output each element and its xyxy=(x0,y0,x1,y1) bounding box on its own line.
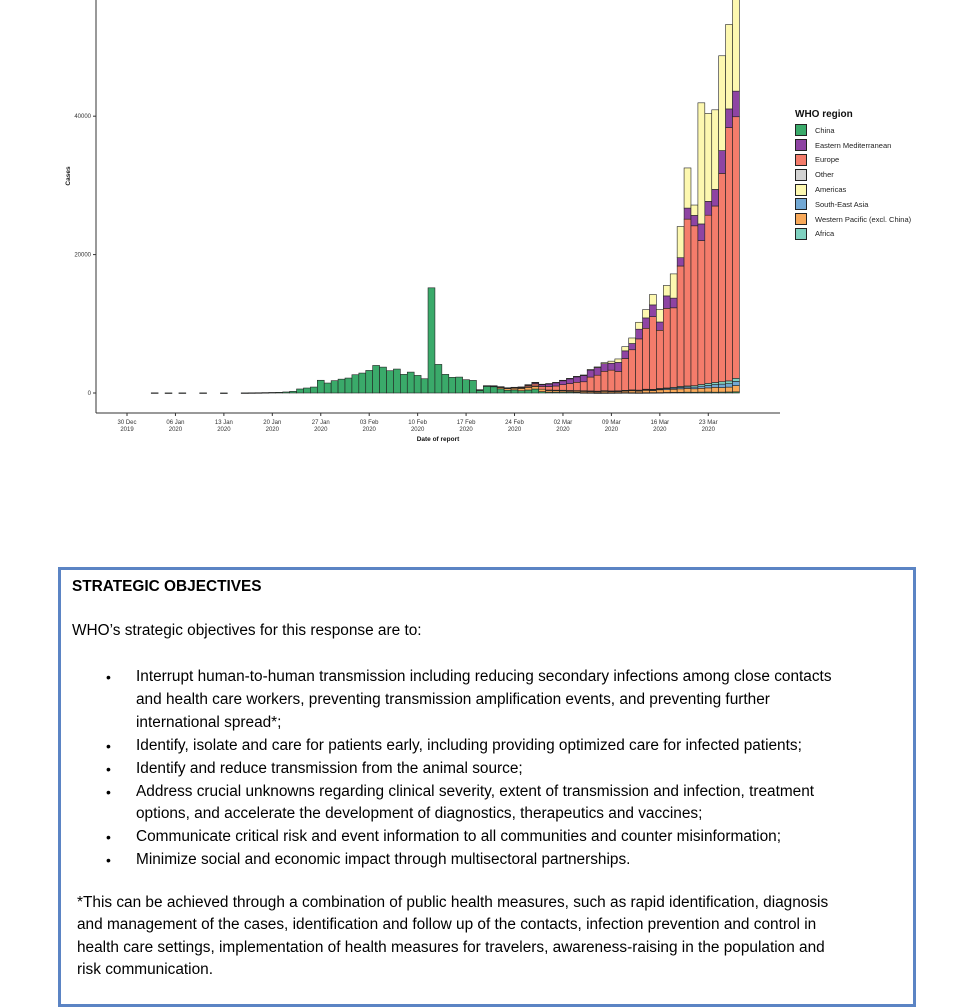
bar-segment-europe xyxy=(670,308,677,388)
bar-segment-europe xyxy=(656,330,663,388)
bar-segment-americas xyxy=(560,380,567,381)
x-tick-label: 2020 xyxy=(701,427,715,433)
x-tick-label: 2020 xyxy=(314,427,328,433)
bullet-icon: • xyxy=(106,829,111,846)
bar-segment-europe xyxy=(629,350,636,390)
bar-segment-china xyxy=(449,377,456,393)
bar-segment-europe xyxy=(608,370,615,391)
bar-segment-europe xyxy=(684,219,691,386)
bar-segment-china xyxy=(151,393,158,394)
bar-segment-china xyxy=(220,393,227,394)
bar-segment-china xyxy=(165,393,172,394)
bar-segment-china xyxy=(262,393,269,394)
bar-segment-china xyxy=(366,370,373,393)
bar-segment-china xyxy=(490,387,497,393)
x-tick-label: 23 Mar xyxy=(698,420,718,426)
bar-segment-americas xyxy=(698,103,705,224)
x-tick-label: 2020 xyxy=(362,427,376,433)
x-tick-label: 03 Feb xyxy=(359,420,379,426)
legend-item xyxy=(795,212,911,227)
y-tick-label: 40000 xyxy=(74,114,91,121)
bar-segment-americas xyxy=(705,113,712,201)
bar-segment-eastern-mediterranean xyxy=(698,224,705,241)
bar-segment-africa xyxy=(719,382,726,384)
x-tick-label: 10 Feb xyxy=(408,420,427,426)
x-tick-label: 27 Jan xyxy=(311,420,330,426)
bar-segment-americas xyxy=(684,168,691,208)
bar-segment-europe xyxy=(497,387,504,388)
box-title: STRATEGIC OBJECTIVES xyxy=(72,578,262,595)
bar-segment-eastern-mediterranean xyxy=(518,387,525,388)
bar-segment-americas xyxy=(615,359,622,362)
bar-segment-europe xyxy=(622,358,629,390)
x-tick-label: 02 Mar xyxy=(553,420,573,426)
bullet-text: international spread*; xyxy=(136,713,282,731)
bar-segment-africa xyxy=(726,381,733,384)
bullet-text: Communicate critical risk and event information to all communities and counter misinformation; xyxy=(136,828,781,846)
bar-segment-americas xyxy=(733,0,740,91)
footnote-text: risk communication. xyxy=(77,960,213,978)
bullet-text: Minimize social and economic impact through multisectoral partnerships. xyxy=(136,851,631,869)
bar-segment-china xyxy=(283,392,290,393)
bar-segment-china xyxy=(442,374,449,393)
bar-segment-eastern-mediterranean xyxy=(656,322,663,330)
bar-segment-south-east-asia xyxy=(733,381,740,385)
legend-swatch xyxy=(795,154,807,166)
x-tick-label: 2019 xyxy=(120,427,134,433)
legend-label: Western Pacific (excl. China) xyxy=(815,214,912,224)
bar-segment-americas xyxy=(677,227,684,258)
bar-segment-china xyxy=(511,390,518,393)
bar-segment-americas xyxy=(587,369,594,370)
bar-segment-americas xyxy=(601,363,608,364)
bar-segment-americas xyxy=(622,347,629,351)
x-tick-label: 20 Jan xyxy=(263,420,282,426)
bar-segment-china xyxy=(504,390,511,393)
bar-segment-china xyxy=(497,389,504,393)
bar-segment-americas xyxy=(719,56,726,151)
bar-segment-eastern-mediterranean xyxy=(511,387,518,388)
bar-segment-western-pacific-excl-china- xyxy=(649,391,656,393)
legend-item xyxy=(795,197,911,212)
legend-item xyxy=(795,227,911,242)
x-tick-label: 2020 xyxy=(168,427,183,433)
bullet-text: Identify and reduce transmission from the animal source; xyxy=(136,759,523,777)
bar-segment-china xyxy=(407,372,414,393)
bar-segment-china xyxy=(310,387,317,393)
bullet-text: Address crucial unknowns regarding clinical severity, extent of transmission and infection, treatment xyxy=(136,782,815,800)
bar-segment-western-pacific-excl-china- xyxy=(656,390,663,393)
x-tick-label: 17 Feb xyxy=(456,420,476,426)
bar-segment-americas xyxy=(580,375,587,376)
bar-segment-europe xyxy=(566,384,573,391)
bar-segment-south-east-asia xyxy=(719,384,726,387)
box-intro: WHO’s strategic objectives for this response are to: xyxy=(72,622,422,639)
bar-segment-eastern-mediterranean xyxy=(580,376,587,382)
bar-segment-western-pacific-excl-china- xyxy=(698,388,705,392)
legend-label: Europe xyxy=(815,155,840,165)
bullet-text: Identify, isolate and care for patients early, including providing optimized care for infected patients; xyxy=(136,736,802,754)
bar-segment-americas xyxy=(573,376,580,377)
bar-segment-china xyxy=(248,393,255,394)
x-tick-label: 2020 xyxy=(410,427,425,433)
bar-segment-europe xyxy=(636,339,643,390)
bar-segment-western-pacific-excl-china- xyxy=(663,390,670,393)
chart-legend xyxy=(795,109,911,241)
bar-segment-south-east-asia xyxy=(726,384,733,387)
bar-segment-europe xyxy=(560,385,567,391)
legend-item xyxy=(795,182,911,197)
bullet-icon: • xyxy=(106,737,111,754)
bars-group xyxy=(151,0,739,394)
bar-segment-china xyxy=(525,390,532,393)
bar-segment-europe xyxy=(580,382,587,391)
bar-segment-south-east-asia xyxy=(712,385,719,388)
legend-item xyxy=(795,138,911,153)
bar-segment-china xyxy=(470,380,477,393)
legend-label: Eastern Mediterranean xyxy=(815,140,892,150)
bullet-icon: • xyxy=(106,760,111,777)
bar-segment-eastern-mediterranean xyxy=(594,368,601,376)
x-tick-label: 2020 xyxy=(265,427,279,433)
bar-segment-eastern-mediterranean xyxy=(566,379,573,384)
bar-segment-europe xyxy=(601,371,608,390)
bar-segment-eastern-mediterranean xyxy=(705,201,712,215)
footnote-text: and management of the cases, identification and follow up of the contacts, infection prevention and control in xyxy=(77,916,817,934)
bar-segment-china xyxy=(463,380,470,393)
bar-segment-europe xyxy=(719,173,726,381)
bar-segment-europe xyxy=(726,128,733,381)
bar-segment-china xyxy=(421,379,428,393)
bar-segment-china xyxy=(435,364,442,393)
bar-segment-china xyxy=(179,393,186,394)
bar-segment-europe xyxy=(733,117,740,379)
bar-segment-eastern-mediterranean xyxy=(601,364,608,372)
bar-segment-americas xyxy=(726,24,733,108)
bar-segment-eastern-mediterranean xyxy=(622,351,629,359)
bar-segment-eastern-mediterranean xyxy=(719,151,726,174)
bar-segment-eastern-mediterranean xyxy=(726,109,733,128)
bar-segment-europe xyxy=(587,377,594,391)
bar-segment-china xyxy=(276,392,283,393)
x-tick-label: 09 Mar xyxy=(602,420,621,426)
bullet-text: Interrupt human-to-human transmission including reducing secondary infections among close contacts xyxy=(136,668,832,685)
bar-segment-south-east-asia xyxy=(705,385,712,387)
bar-segment-americas xyxy=(636,322,643,329)
bar-segment-china xyxy=(359,373,366,393)
bar-segment-africa xyxy=(733,378,740,381)
bar-segment-china xyxy=(532,389,539,393)
bar-segment-europe xyxy=(712,206,719,382)
bullet-text: options, and accelerate the development of diagnostics, therapeutics and vaccines; xyxy=(136,805,703,823)
bar-segment-europe xyxy=(539,386,546,389)
bar-segment-western-pacific-excl-china- xyxy=(643,390,650,392)
bar-segment-europe xyxy=(649,317,656,390)
bar-segment-china xyxy=(393,369,400,393)
bar-segment-western-pacific-excl-china- xyxy=(712,387,719,392)
bar-segment-americas xyxy=(532,382,539,383)
bar-segment-eastern-mediterranean xyxy=(684,208,691,219)
bar-segment-western-pacific-excl-china- xyxy=(670,389,677,392)
bar-segment-china xyxy=(269,392,276,393)
bar-segment-china xyxy=(317,380,324,393)
bar-segment-china xyxy=(200,393,207,394)
legend-item xyxy=(795,123,911,138)
bar-segment-eastern-mediterranean xyxy=(573,377,580,383)
y-tick-label: 0 xyxy=(87,391,91,397)
x-tick-label: 2020 xyxy=(507,427,522,433)
bar-segment-western-pacific-excl-china- xyxy=(684,388,691,392)
x-tick-label: 2020 xyxy=(459,427,473,433)
bullet-text: and health care workers, preventing transmission amplification events, and preventing further xyxy=(136,690,770,708)
bar-segment-americas xyxy=(608,361,615,363)
bar-segment-china xyxy=(303,388,310,393)
bar-segment-americas xyxy=(691,205,698,215)
bar-segment-china xyxy=(483,386,490,393)
bar-segment-eastern-mediterranean xyxy=(504,388,511,389)
bar-segment-europe xyxy=(705,215,712,383)
legend-item xyxy=(795,153,911,168)
legend-swatch xyxy=(795,169,807,181)
bar-segment-americas xyxy=(663,286,670,296)
bar-segment-eastern-mediterranean xyxy=(643,318,650,328)
x-tick-label: 30 Dec xyxy=(117,420,137,426)
bar-segment-china xyxy=(324,383,331,393)
x-tick-label: 2020 xyxy=(653,427,667,433)
bar-segment-western-pacific-excl-china- xyxy=(719,388,726,392)
x-tick-label: 16 Mar xyxy=(650,420,670,426)
x-tick-label: 24 Feb xyxy=(505,420,524,426)
legend-label: Americas xyxy=(815,185,847,195)
bar-segment-europe xyxy=(643,328,650,389)
bar-segment-china xyxy=(518,391,525,393)
bar-segment-china xyxy=(373,365,380,393)
x-axis-label: Date of report xyxy=(416,436,460,443)
bar-segment-americas xyxy=(553,382,560,383)
legend-swatch xyxy=(795,213,807,225)
legend-swatch xyxy=(795,184,807,196)
bullet-icon: • xyxy=(106,852,111,869)
bar-segment-europe xyxy=(691,226,698,386)
bar-segment-eastern-mediterranean xyxy=(691,215,698,225)
bar-segment-eastern-mediterranean xyxy=(629,344,636,350)
bar-segment-eastern-mediterranean xyxy=(587,370,594,377)
bar-segment-western-pacific-excl-china- xyxy=(677,389,684,392)
bar-segment-europe xyxy=(615,371,622,390)
bar-segment-china xyxy=(255,393,262,394)
bar-segment-europe xyxy=(546,387,553,390)
bar-segment-africa xyxy=(712,382,719,384)
bar-segment-europe xyxy=(476,390,483,391)
bullet-icon: • xyxy=(106,783,111,800)
bar-segment-china xyxy=(414,375,421,393)
bar-segment-china xyxy=(380,367,387,393)
legend-swatch xyxy=(795,139,807,151)
bar-segment-americas xyxy=(629,338,636,344)
legend-label: South-East Asia xyxy=(815,199,869,209)
bar-segment-europe xyxy=(483,386,490,387)
bar-segment-americas xyxy=(656,310,663,322)
bar-segment-china xyxy=(331,381,338,393)
bar-segment-eastern-mediterranean xyxy=(670,298,677,308)
bar-segment-china xyxy=(290,391,297,393)
bar-segment-europe xyxy=(677,266,684,386)
bar-segment-western-pacific-excl-china- xyxy=(705,388,712,392)
bar-segment-eastern-mediterranean xyxy=(649,305,656,317)
bar-segment-western-pacific-excl-china- xyxy=(733,386,740,392)
bar-segment-europe xyxy=(663,308,670,388)
bar-segment-china xyxy=(352,375,359,393)
bar-segment-western-pacific-excl-china- xyxy=(539,389,546,391)
legend-item xyxy=(795,167,911,182)
x-tick-label: 2020 xyxy=(556,427,570,433)
bar-segment-europe xyxy=(573,382,580,390)
bar-segment-western-pacific-excl-china- xyxy=(691,389,698,392)
bar-segment-americas xyxy=(566,378,573,379)
bar-segment-africa xyxy=(705,383,712,385)
y-axis-label: Cases xyxy=(65,166,72,186)
x-tick-label: 13 Jan xyxy=(214,420,233,426)
bar-segment-americas xyxy=(594,367,601,368)
bar-segment-south-east-asia xyxy=(698,386,705,388)
x-tick-label: 2020 xyxy=(604,427,619,433)
bar-segment-china xyxy=(241,393,248,394)
bar-segment-americas xyxy=(649,295,656,305)
footnote-text: *This can be achieved through a combination of public health measures, such as rapid identification, diagnosis xyxy=(77,894,829,911)
bar-segment-eastern-mediterranean xyxy=(712,189,719,206)
legend-label: China xyxy=(815,125,835,135)
bar-segment-china xyxy=(338,379,345,393)
bar-segment-eastern-mediterranean xyxy=(663,296,670,308)
bar-segment-americas xyxy=(643,310,650,318)
bar-segment-americas xyxy=(712,110,719,190)
bar-segment-china xyxy=(400,374,407,393)
bar-segment-europe xyxy=(698,241,705,385)
bar-segment-europe xyxy=(553,386,560,390)
bullet-icon: • xyxy=(106,669,111,685)
legend-swatch xyxy=(795,198,807,210)
bar-segment-eastern-mediterranean xyxy=(615,362,622,371)
x-tick-label: 2020 xyxy=(217,427,231,433)
legend-title: WHO region xyxy=(795,109,853,120)
bar-segment-china xyxy=(456,377,463,393)
bar-segment-europe xyxy=(532,384,539,386)
x-tick-label: 06 Jan xyxy=(166,420,185,426)
bar-segment-americas xyxy=(539,384,546,385)
legend-label: Africa xyxy=(815,229,835,239)
x-ticks xyxy=(117,413,717,433)
legend-label: Other xyxy=(815,170,834,180)
bar-segment-eastern-mediterranean xyxy=(608,363,615,370)
legend-swatch xyxy=(795,124,807,136)
bar-segment-eastern-mediterranean xyxy=(636,329,643,339)
bar-segment-eastern-mediterranean xyxy=(677,258,684,266)
bar-segment-americas xyxy=(546,384,553,385)
bar-segment-europe xyxy=(594,375,601,391)
bar-segment-americas xyxy=(525,385,532,386)
y-ticks xyxy=(74,114,96,397)
bar-segment-americas xyxy=(670,274,677,298)
bar-segment-china xyxy=(387,371,394,393)
footnote-text: health care settings, implementation of health measures for travelers, awareness-raising in the population and xyxy=(77,938,825,956)
bar-segment-other xyxy=(490,386,497,387)
legend-swatch xyxy=(795,228,807,240)
bar-segment-china xyxy=(428,288,435,393)
y-tick-label: 20000 xyxy=(74,252,91,259)
bar-segment-china xyxy=(297,389,304,393)
bar-segment-china xyxy=(345,378,352,393)
bar-segment-eastern-mediterranean xyxy=(733,91,740,117)
bar-segment-western-pacific-excl-china- xyxy=(726,387,733,392)
